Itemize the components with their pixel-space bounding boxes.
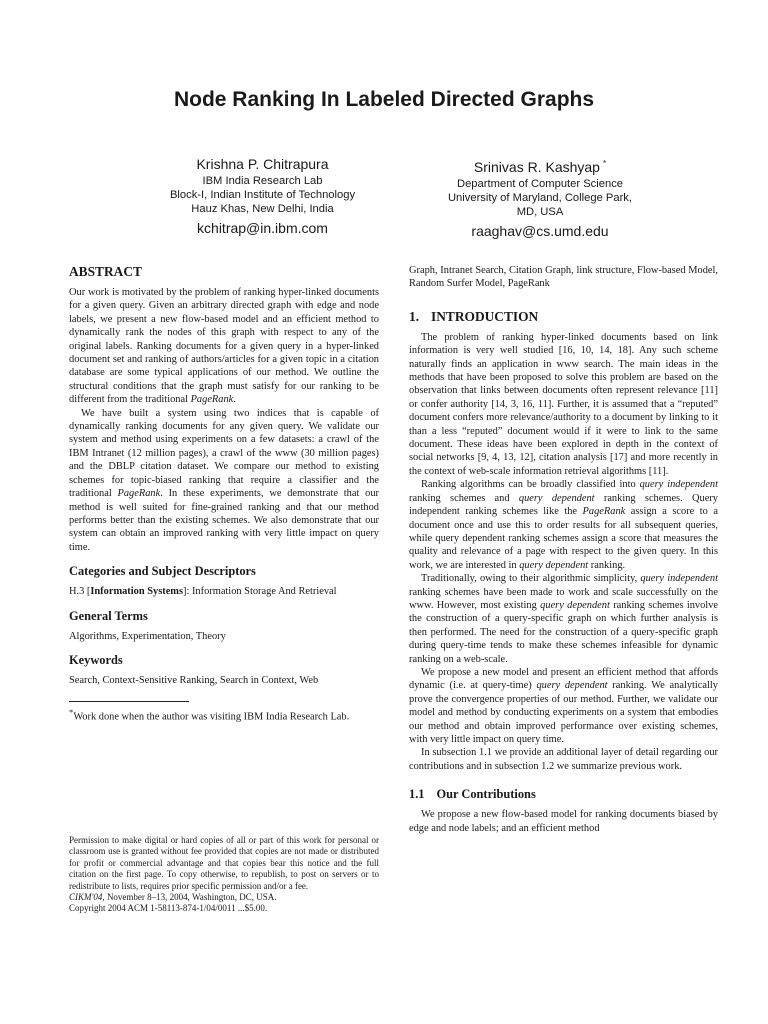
author-name-text: Srinivas R. Kashyap [473, 159, 600, 175]
author-name [395, 154, 685, 177]
text: Ranking algorithms can be broadly classified into [421, 479, 640, 491]
introduction-heading [409, 309, 718, 325]
text: ranking schemes and [409, 492, 519, 504]
section-title: INTRODUCTION [431, 308, 539, 324]
conference-name: CIKM'04, [69, 892, 105, 903]
author-affiliation-line: Block-I, Indian Institute of Technology [169, 189, 356, 201]
keywords-text: Search, Context-Sensitive Ranking, Search in Context, Web [69, 674, 319, 686]
abstract-heading: ABSTRACT [69, 264, 142, 279]
intro-paragraph-2 [409, 478, 718, 572]
abstract-paragraph-2 [69, 407, 379, 554]
conference-line [69, 892, 379, 903]
author-affiliation-line: Department of Computer Science [456, 178, 624, 190]
emphasis: query dependent [518, 492, 595, 504]
general-terms-text: Algorithms, Experimentation, Theory [69, 630, 226, 642]
footnote-text: Work done when the author was visiting IBM India Research Lab. [73, 711, 350, 723]
keywords-heading: Keywords [69, 652, 123, 667]
right-column [409, 264, 718, 835]
left-column [69, 264, 379, 724]
categories-rest: ]: Information Storage And Retrieval [183, 586, 337, 598]
abstract-p2-text-a: We have built a system using two indices that is capable of dynamically ranking documents for any given query. We validate our system and method using experiments on a few datasets: a crawl of the IBM Intranet (12 million pages), a crawl of the www (30 million pages) and the DBLP citation dataset. We compare our method to existing schemes for topic-biased ranking that require a classifier and the traditional [69, 407, 379, 500]
conference-details: November 8–13, 2004, Washington, DC, USA. [104, 892, 277, 903]
intro-paragraph-3 [409, 572, 718, 666]
categories-bold: Information Systems [90, 586, 184, 598]
text: ranking. [588, 559, 626, 571]
contributions-paragraph-1: We propose a new flow-based model for ranking documents biased by edge and node labels; and an efficient method [409, 809, 718, 834]
abstract-paragraph-1 [69, 286, 379, 407]
emphasis: PageRank [582, 506, 626, 518]
author-affiliation-line: University of Maryland, College Park, [447, 192, 633, 204]
keywords-continued: Graph, Intranet Search, Citation Graph, link structure, Flow-based Model, Random Surfer Model, PageRank [409, 265, 718, 290]
text: ranking schemes involve the construction of a query-specific graph on which further analysis is then performed. The need for the construction of a query-specific graph during query-time tends to make these schemes infeasible for dynamic ranking on a web-scale. [409, 599, 718, 665]
author-block-1 [115, 154, 410, 238]
author-email: raaghav@cs.umd.edu [471, 223, 609, 239]
footnote-marker: * [69, 707, 74, 718]
abstract-p2-text-b: . In these experiments, we demonstrate that our method is well suited for fine-grained ranking and that our method performs better than the existing schemes. We also demonstrate that our system can obtain an improved ranking with very little impact on query time. [69, 488, 379, 553]
section-number: 1. [409, 308, 420, 324]
abstract-p1-end: . [233, 394, 236, 406]
text: We propose a new model and present an efficient method that affords dynamic (i.e. at query-time) [409, 666, 718, 692]
text: ranking schemes. Query independent ranking schemes like the [409, 492, 718, 518]
categories-prefix: H.3 [ [69, 586, 91, 598]
author-footnote-marker: * [602, 159, 607, 168]
emphasis: query dependent [519, 559, 589, 571]
author-affiliation-line: IBM India Research Lab [202, 175, 323, 187]
author-email: kchitrap@in.ibm.com [197, 220, 328, 236]
intro-paragraph-1: The problem of ranking hyper-linked documents based on link information is very well studied [16, 10, 14, 18]. Any such scheme naturally finds an application in www search. The main ideas in the methods that have been proposed to solve this problem are based on the observation that links between documents often represent relevance [11] or confer authority [14, 3, 16, 11]. Further, it is assumed that a “reputed” document confers more relevance/authority to a document by linking to it than a less “reputed” document would if it were to link to the same document. These ideas have been explored in depth in the context of social networks [9, 4, 13, 12], citation analysis [17] and more recently in the context of web-scale information retrieval algorithms [11]. [409, 331, 718, 477]
author-affiliation-line: Hauz Khas, New Delhi, India [191, 203, 334, 215]
abstract-p1-emphasis: PageRank [190, 394, 234, 406]
abstract-p2-emphasis: PageRank [117, 488, 161, 500]
contributions-heading [409, 787, 718, 802]
text: Traditionally, owing to their algorithmic simplicity, [421, 573, 641, 585]
text: ranking schemes have been made to work and scale successfully on the www. However, most existing [409, 586, 718, 611]
author-affiliation-line: MD, USA [516, 206, 564, 218]
copyright-line: Copyright 2004 ACM 1-58113-874-1/04/0011 ...$5.00. [69, 903, 268, 914]
paper-title: Node Ranking In Labeled Directed Graphs [173, 88, 595, 111]
author-block-2 [395, 154, 685, 241]
abstract-p1-text: Our work is motivated by the problem of ranking hyper-linked documents for a given query. Given an arbitrary directed graph with edge and node labels, we present a new flow-based model and an efficient method to dynamically rank the nodes of this graph with respect to any of the original labels. Ranking documents for a given query in a hyper-linked document set and ranking of authors/articles for a given topic in a citation database are some typical applications of our method. We outline the structural conditions that the graph must satisfy for our ranking to be different from the traditional [69, 287, 379, 406]
emphasis: query dependent [540, 599, 610, 611]
footnote-rule [69, 701, 189, 702]
permission-notice [69, 835, 379, 915]
intro-paragraph-5: In subsection 1.1 we provide an additional layer of detail regarding our contributions and in subsection 1.2 we summarize previous work. [409, 747, 718, 772]
emphasis: query independent [639, 479, 718, 491]
general-terms-heading: General Terms [69, 608, 148, 623]
subsection-title: Our Contributions [436, 787, 536, 802]
author-name: Krishna P. Chitrapura [196, 156, 329, 172]
emphasis: query independent [640, 573, 718, 585]
permission-text: Permission to make digital or hard copies of all or part of this work for personal or classroom use is granted without fee provided that copies are not made or distributed for profit or commercial advantage and that copies bear this notice and the full citation on the first page. To copy otherwise, to republish, to post on servers or to redistribute to lists, requires prior specific permission and/or a fee. [69, 835, 379, 891]
text: ranking. We analytically prove the convergence properties of our method. Further, we validate our model and method by conducting experiments on a system that embodies our method and obtain improved performance over existing schemes, with very little impact on query time. [409, 680, 718, 745]
categories-text [69, 585, 379, 598]
emphasis: query dependent [536, 680, 608, 692]
subsection-number: 1.1 [409, 787, 425, 802]
intro-paragraph-4 [409, 666, 718, 746]
text: assign a score to a document once and use this to order results for all subsequent queries, while query dependent ranking schemes assign a score that measures the quality and relevance of a page with respect to the given query. In this work, we are interested in [409, 506, 718, 571]
categories-heading: Categories and Subject Descriptors [69, 564, 256, 579]
footnote [69, 706, 379, 723]
